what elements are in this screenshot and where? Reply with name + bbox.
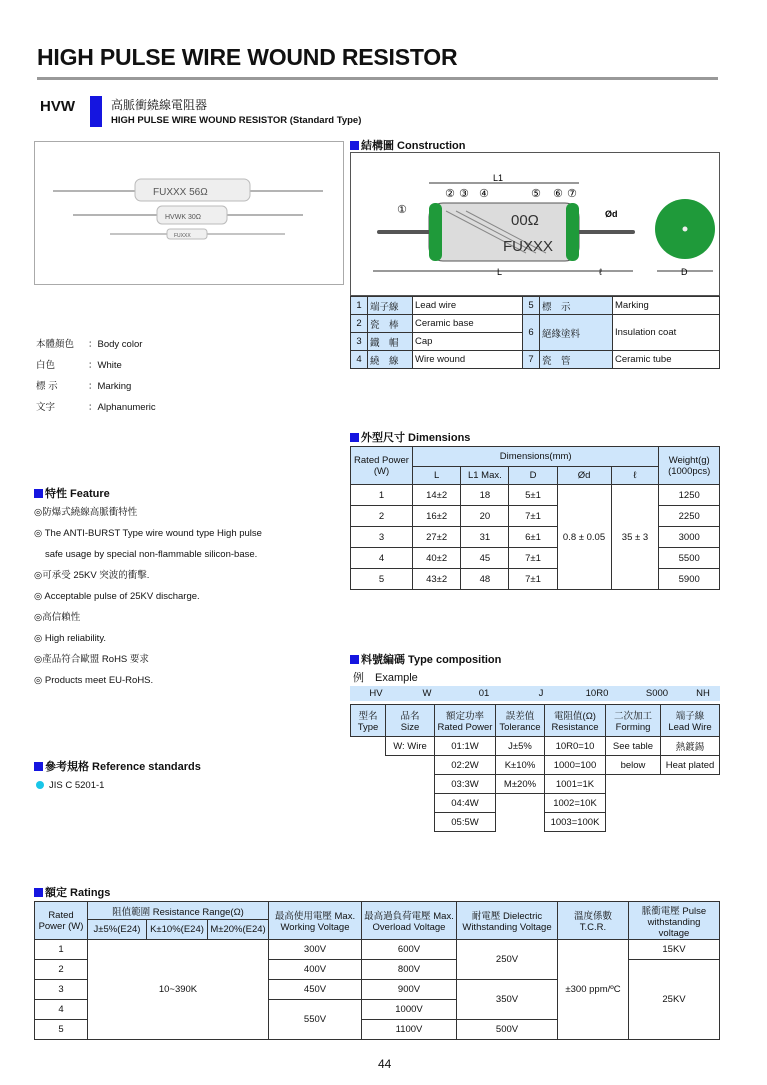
ratings-table: Rated Power (W) 阻值範圍 Resistance Range(Ω) 最高使用電壓 Max. Working Voltage 最高過負荷電壓 Max. Overload Voltage 耐電壓 Dielectric Withstanding Voltage 溫度係數 T.C.R. 脈衝電壓 Pulse withstanding voltage J±5%(E24) K±10%(E24) M±20%(E24) 1 10~390K 300V 600V 250V ±300 ppm/ºC 15KV 2 400V 800V 25KV 3 450V 900V 350V 4 550V 1000V 5 1100V 500V — [34, 901, 720, 1040]
callout-2: ② — [445, 188, 455, 200]
reference-item: JIS C 5201-1 — [36, 780, 104, 791]
feature-line: safe usage by special non-flammable silicon-base. — [45, 549, 258, 560]
legend-body-color-cn: 本體顏色 — [36, 339, 75, 350]
product-photo — [34, 141, 344, 285]
table-row: 1 10~390K 300V 600V 250V ±300 ppm/ºC 15KV — [35, 940, 720, 960]
page-title: HIGH PULSE WIRE WOUND RESISTOR — [37, 44, 458, 70]
table-row: 3 450V 900V 350V — [35, 980, 720, 1000]
construction-diagram — [350, 152, 720, 296]
table-row: 3 27±2 31 6±1 3000 — [351, 527, 720, 548]
feature-heading: 特性 Feature — [34, 485, 110, 501]
legend-body-color-en: ：Body color — [88, 339, 143, 350]
table-row: 05:5W 1003=100K — [351, 813, 720, 832]
legend-white-en: ：White — [88, 360, 122, 371]
feature-line: ◎ Products meet EU-RoHS. — [34, 675, 154, 686]
table-row: 5 43±2 48 7±1 5900 — [351, 569, 720, 590]
table-row: 2 400V 800V 25KV — [35, 960, 720, 980]
dim-L1-label: L1 — [493, 173, 504, 183]
page-number: 44 — [378, 1057, 392, 1071]
legend-marking-en: ：Marking — [88, 381, 132, 392]
dim-D-label: D — [681, 267, 688, 277]
resistor-photo-drawing — [35, 142, 343, 284]
resistor-1-marking: FUXXX 56Ω — [153, 187, 208, 198]
callout-4: ④ — [479, 188, 489, 200]
table-row: 1 14±2 18 5±1 0.8 ± 0.05 35 ± 3 1250 — [351, 485, 720, 506]
table-row: 4 550V 1000V — [35, 1000, 720, 1020]
callout-3: ③ — [459, 188, 469, 200]
table-row: 2 16±2 20 7±1 2250 — [351, 506, 720, 527]
table-row: 4 40±2 45 7±1 5500 — [351, 548, 720, 569]
callout-7: ⑦ — [567, 188, 577, 200]
title-divider — [37, 77, 718, 80]
feature-line: ◎防爆式繞線高脈衝特性 — [34, 507, 138, 518]
body-marking-text: FUXXX — [503, 238, 554, 255]
table-row: 5 1100V 500V — [35, 1020, 720, 1040]
feature-line: ◎產品符合歐盟 RoHS 要求 — [34, 654, 149, 665]
feature-line: ◎ The ANTI-BURST Type wire wound type High pulse — [34, 528, 262, 539]
callout-5: ⑤ — [531, 188, 541, 200]
table-row: 4 繞 線 Wire wound 7 瓷 管 Ceramic tube — [351, 351, 720, 369]
subtitle-chinese: 高脈衝繞線電阻器 — [111, 98, 208, 112]
legend-alnum-cn: 文字 — [36, 402, 56, 413]
resistor-3-marking: FUXXX — [174, 233, 191, 239]
feature-list — [34, 502, 334, 691]
legend-marking-cn: 標 示 — [36, 381, 58, 392]
bullet-icon — [36, 781, 44, 789]
dimensions-table: Rated Power (W) Dimensions(mm) Weight(g) (1000pcs) L L1 Max. D Ød ℓ 1 14±2 18 5±1 0.8 ± 0.05 35 ± 3 1250 2 16±2 20 7±1 2250 3 27±2 31 6±1 3000 4 40±2 45 7±1 5500 5 43±2 48 7±1 5900 — [350, 446, 720, 590]
accent-bar — [90, 96, 102, 127]
feature-line: ◎高信賴性 — [34, 612, 81, 623]
construction-heading: 結構圖 Construction — [350, 137, 466, 153]
body-marking-value: 00Ω — [511, 212, 539, 229]
resistor-2-marking: HVWK 30Ω — [165, 214, 201, 221]
dim-L-label: L — [497, 267, 503, 277]
callout-6: ⑥ — [553, 188, 563, 200]
legend-alnum-en: ：Alphanumeric — [88, 402, 156, 413]
ratings-heading: 額定 Ratings — [34, 884, 110, 900]
parts-table — [350, 296, 720, 369]
type-composition-heading: 料號編碼 Type composition — [350, 651, 501, 667]
table-row: 1 端子線 Lead wire 5 標 示 Marking — [351, 297, 720, 315]
table-row: 04:4W 1002=10K — [351, 794, 720, 813]
construction-drawing — [351, 153, 719, 295]
reference-heading: 參考規格 Reference standards — [34, 758, 201, 774]
subtitle-english: HIGH PULSE WIRE WOUND RESISTOR (Standard Type) — [111, 115, 362, 126]
feature-line: ◎ High reliability. — [34, 633, 106, 644]
table-row: 3 鐵 帽 Cap — [351, 333, 720, 351]
feature-line: ◎可承受 25KV 突波的衝擊. — [34, 570, 150, 581]
type-composition-table: 型名 Type 品名 Size 額定功率 Rated Power 誤差值 Tolerance 電阻值(Ω) Resistance 二次加工 Forming 端子線 Lead Wire W: Wire 01:1W J±5% 10R0=10 See table 熱鍍錫 02:2W K±10% 1000=100 below Heat plated 03:3W M±20% 1001=1K 04:4W 1002=10K 05:5W 1003=100K — [350, 704, 720, 832]
table-row: 03:3W M±20% 1001=1K — [351, 775, 720, 794]
table-row: 2 瓷 棒 Ceramic base 6 絕緣塗料 Insulation coat — [351, 315, 720, 333]
example-label: 例 Example — [353, 672, 418, 684]
table-row: 02:2W K±10% 1000=100 below Heat plated — [351, 756, 720, 775]
table-row: W: Wire 01:1W J±5% 10R0=10 See table 熱鍍錫 — [351, 737, 720, 756]
dim-l-label: ℓ — [599, 267, 602, 277]
legend-white-cn: 白色 — [36, 360, 56, 371]
type-code-table: HV W 01 J 10R0 S000 NH — [350, 686, 720, 701]
dimensions-heading: 外型尺寸 Dimensions — [350, 429, 470, 445]
model-code: HVW — [40, 98, 75, 115]
feature-line: ◎ Acceptable pulse of 25KV discharge. — [34, 591, 200, 602]
dim-d-label: Ød — [605, 209, 618, 219]
callout-1: ① — [397, 204, 407, 216]
